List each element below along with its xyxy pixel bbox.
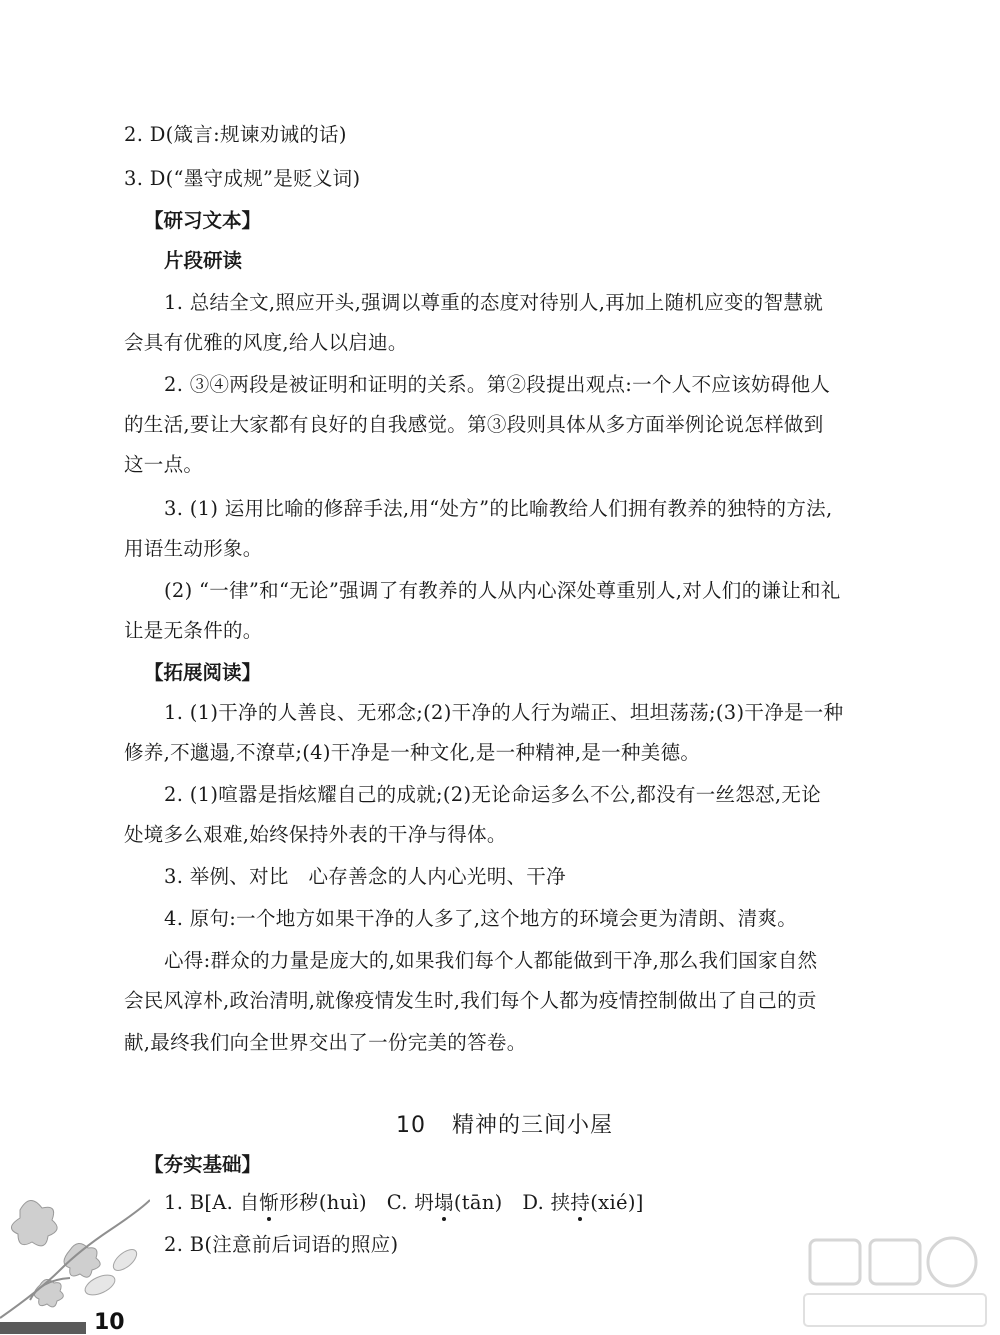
answer-line: (2) “一律”和“无论”强调了有教养的人从内心深处尊重别人,对人们的谦让和礼 [164, 579, 841, 602]
b1-mid2: (tān) D. 挟 [453, 1191, 571, 1214]
answer-line: 3. 举例、对比 心存善念的人内心光明、干净 [164, 865, 566, 888]
answer-line: 心得:群众的力量是庞大的,如果我们每个人都能做到干净,那么我们国家自然 [164, 949, 818, 972]
answer-line: 修养,不邋遢,不潦草;(4)干净是一种文化,是一种精神,是一种美德。 [124, 741, 701, 764]
answer-line: 1. (1)干净的人善良、无邪念;(2)干净的人行为端正、坦坦荡荡;(3)干净是一种 [164, 701, 844, 724]
answer-line: 让是无条件的。 [124, 619, 263, 642]
answer-line: 2. (1)喧嚣是指炫耀自己的成就;(2)无论命运多么不公,都没有一丝怨怼,无论 [164, 783, 822, 806]
answer-line: 用语生动形象。 [124, 537, 263, 560]
lesson-number: 10 [396, 1113, 426, 1138]
answer-line: 2. ③④两段是被证明和证明的关系。第②段提出观点:一个人不应该妨碍他人 [164, 373, 831, 396]
answer-line: 这一点。 [124, 453, 204, 476]
section-heading: 【夯实基础】 [144, 1153, 262, 1176]
lesson-name: 精神的三间小屋 [452, 1113, 614, 1138]
lesson-title [396, 1112, 613, 1140]
answer-line: 4. 原句:一个地方如果干净的人多了,这个地方的环境会更为清朗、清爽。 [164, 907, 798, 930]
answer-line: 会具有优雅的风度,给人以启迪。 [124, 331, 408, 354]
section-heading: 【拓展阅读】 [144, 661, 262, 684]
emphasis-char: 塌 [434, 1191, 454, 1214]
footer-bar [0, 1322, 86, 1334]
answer-line: 处境多么艰难,始终保持外表的干净与得体。 [124, 823, 507, 846]
answer-line: 1. 总结全文,照应开头,强调以尊重的态度对待别人,再加上随机应变的智慧就 [164, 291, 823, 314]
b1-prefix: 1. B[A. 自 [164, 1191, 260, 1214]
answer-line: 2. D(箴言:规谏劝诫的话) [124, 123, 347, 146]
answer-line: 的生活,要让大家都有良好的自我感觉。第③段则具体从多方面举例论说怎样做到 [124, 413, 824, 436]
emphasis-char: 惭 [259, 1191, 280, 1214]
answer-line: 献,最终我们向全世界交出了一份完美的答卷。 [124, 1031, 527, 1054]
section-heading: 【研习文本】 [144, 209, 262, 232]
answer-line: 3. D(“墨守成规”是贬义词) [124, 167, 361, 190]
emphasis-char: 持 [570, 1191, 591, 1214]
page-number: 10 [94, 1310, 125, 1335]
answer-line: 会民风淳朴,政治清明,就像疫情发生时,我们每个人都为疫情控制做出了自己的贡 [124, 989, 817, 1012]
flower-decoration-icon [0, 1190, 150, 1320]
answer-line: 3. (1) 运用比喻的修辞手法,用“处方”的比喻教给人们拥有教养的独特的方法, [164, 497, 833, 520]
answer-line-pinyin [164, 1190, 884, 1216]
answer-line: 2. B(注意前后词语的照应) [164, 1233, 399, 1256]
subsection-heading: 片段研读 [164, 249, 243, 272]
b1-mid1: 形秽(huì) C. 坍 [279, 1191, 435, 1214]
b1-suffix: (xié)] [590, 1191, 644, 1214]
watermark-logo-icon [800, 1232, 990, 1332]
